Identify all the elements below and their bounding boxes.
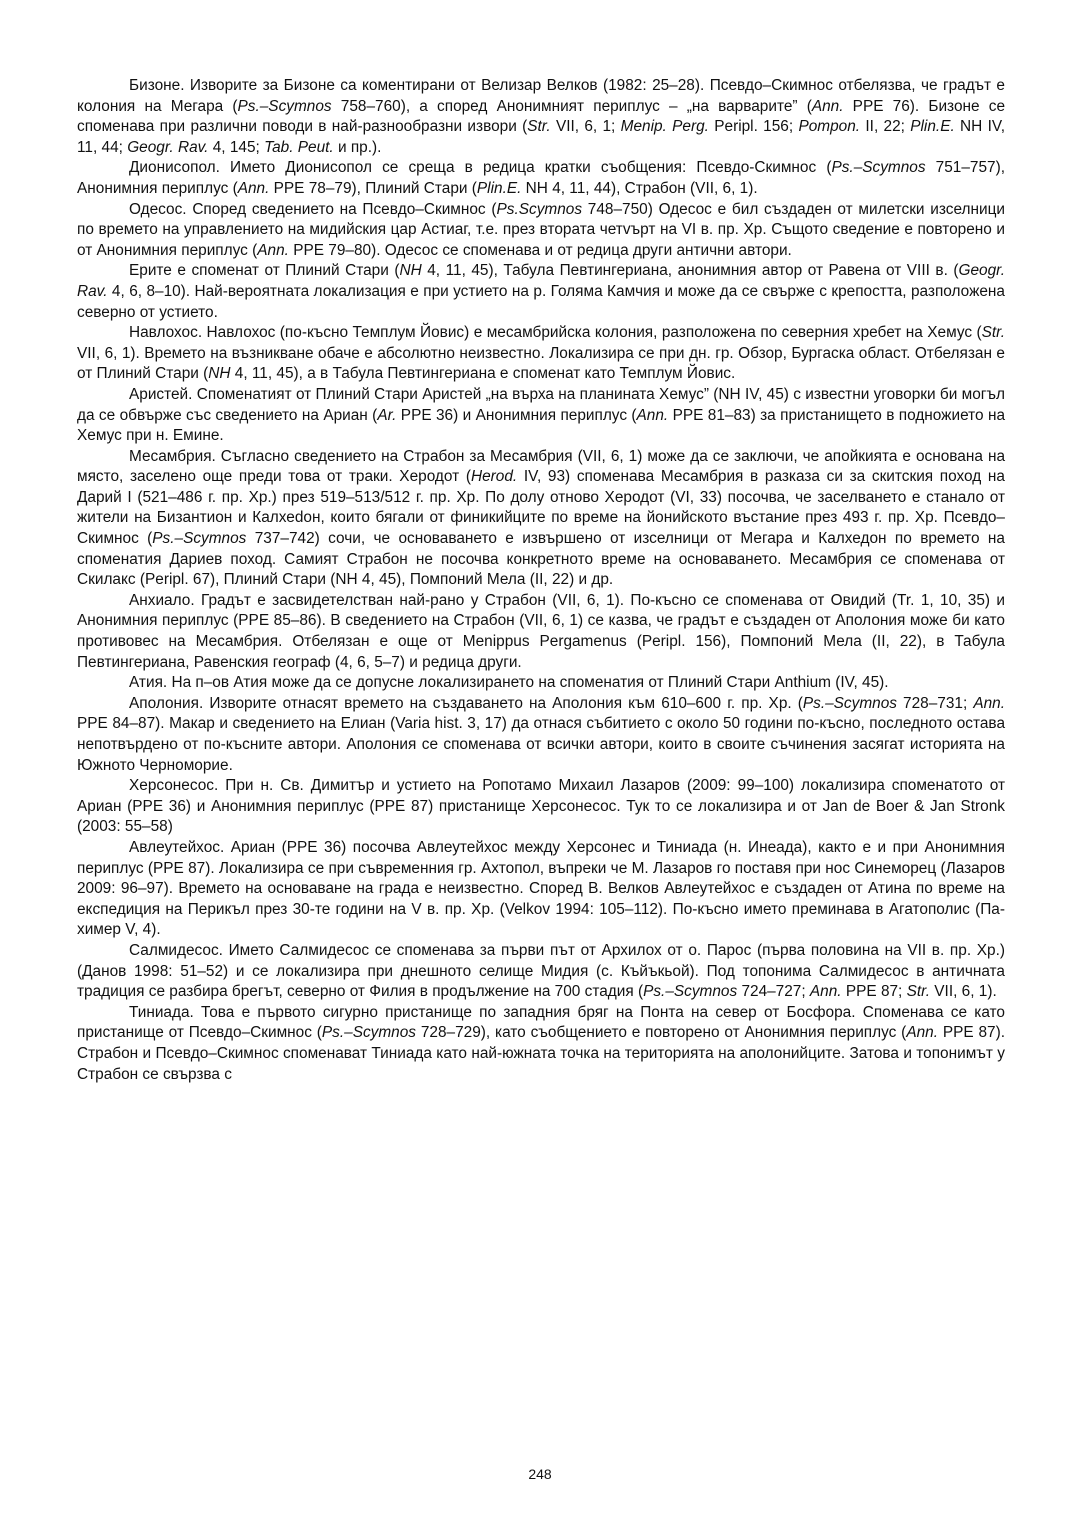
source-citation: Plin.E.	[476, 179, 522, 197]
paragraph-dionisopol	[77, 158, 1005, 199]
text-run: Салмидесос. Името Салмидесос се споменава за първи път от Архилох от о. Парос (първа половина на VII в. пр. Хр.) (Данов 1998: 51–52) и се локализира при днешното селище Мидия (с. Къйъкьой). Под топонима Салмидесос в античната традиция се разбира брегът, северно от Филия в продължение на 700 стадия (	[77, 941, 1005, 1001]
text-run: 728–729), като съобщението е повторено от Анонимния периплус (	[416, 1024, 907, 1042]
paragraph-avleuteyhos	[77, 838, 1005, 941]
text-run: VII, 6, 1;	[550, 118, 621, 136]
source-citation: Ps.–Scymnos	[831, 159, 926, 177]
source-citation: Ann.	[237, 179, 270, 197]
text-run: 4, 11, 45), Табула Певтингериана, анонимния автор от Равена от VIII в. (	[421, 262, 959, 280]
text-run: Аполония. Изворите отнасят времето на създаването на Аполония към 610–600 г. пр. Хр. (	[129, 694, 803, 712]
source-citation: Str.	[527, 118, 551, 136]
source-citation: NH	[399, 262, 422, 280]
source-citation: Ps.Scymnos	[496, 200, 583, 218]
text-run: Одесос. Според сведението на Псевдо–Скимнос (	[129, 200, 497, 218]
source-citation: NH	[208, 365, 231, 383]
text-run: 4, 145;	[208, 138, 265, 156]
text-run: 724–727;	[737, 983, 810, 1001]
source-citation: Ar.	[377, 406, 397, 424]
paragraph-hersonesos	[77, 776, 1005, 838]
text-run: Бизоне. Изворите за Бизоне са коментирани от Велизар Велков (1982: 25–28). Псевдо–Скимнос отбелязва, че градът е колония на Мегара (	[77, 77, 1005, 115]
text-run: PPE 36) и Анонимния периплус (	[396, 406, 637, 424]
paragraph-odesos	[77, 200, 1005, 262]
paragraph-mesambria	[77, 447, 1005, 591]
source-citation: Ann.	[906, 1024, 938, 1042]
text-run: VII, 6, 1). Времето на възникване обаче е абсолютно неизвестно. Локализира се при дн. гр. Обзор, Бургаска област. Отбелязан е от Плиний Стари (	[77, 344, 1005, 383]
paragraph-apolonia	[77, 694, 1005, 776]
text-run: 758–760), а според Анонимният периплус – „на варварите” (	[331, 97, 812, 115]
source-citation: Ps.–Scymnos	[802, 694, 897, 712]
text-run: Херсонесос. При н. Св. Димитър и устието на Ропотамо Михаил Лазаров (2009: 99–100) локализира споменатото от Ариан (PPE 36) и Анонимния периплус (PPE 87) пристанище Херсонесос. Тук то се локализира и от Jan de Boer & Jan Stronk (2003: 55–58)	[77, 777, 1005, 836]
source-citation: Herod.	[470, 468, 518, 486]
text-run: IV, 93) споменава Месамбрия в разказа си за скитския поход на Дарий I (521–486 г. пр. Хр.) през 519–513/512 г. пр. Хр. По долу отново Херодот (VI, 33) посочва, че заселването е станало от жители на Бизантион и Калхеdон, които бягали от финикийците по време на йонийското въстание през 493 г. пр. Хр. Псевдо–Скимнос (	[77, 468, 1005, 548]
source-citation: Geogr. Rav.	[127, 138, 209, 156]
paragraph-navlohos	[77, 323, 1005, 385]
text-run: 748–750) Одесос е бил създаден от милетски изселници по времето на управлението на мидийския цар Астиаг, т.е. през втората четvърт на VI в. пр. Хр. Същото сведение е повторено и от Анонимния периплус (	[77, 200, 1005, 259]
text-run: PPE 81–83) за пристанището в подножието на Хемус при н. Емине.	[77, 406, 1006, 445]
text-run: 4, 6, 8–10). Най-вероятната локализация е при устието на р. Голяма Камчия и може да се свърже с крепостта, разположена северно от устието.	[77, 282, 1005, 321]
paragraph-salmidesos	[77, 941, 1005, 1003]
source-citation: Menip. Perg.	[620, 118, 709, 136]
text-run: PPE 87;	[841, 983, 907, 1001]
text-run: 728–731;	[896, 694, 974, 712]
text-run: Ерите е споменат от Плиний Стари (	[129, 262, 400, 280]
source-citation: Ann.	[811, 97, 844, 115]
source-citation: Ps.–Scymnos	[643, 983, 738, 1001]
text-run: PPE 87). Страбон и Псевдо–Скимнос споменават Тиниада като най-южната точка на територията на аполонийците. Затова и топонимът у Страбон се свързва с	[77, 1024, 1005, 1083]
source-citation: Ann.	[809, 983, 842, 1001]
paragraph-bizone	[77, 76, 1005, 158]
page-number: 248	[528, 1466, 552, 1482]
source-citation: Plin.E.	[910, 118, 955, 136]
source-citation: Str.	[906, 983, 930, 1001]
text-run: PPE 79–80). Одесос се споменава и от редица други антични автори.	[288, 241, 792, 259]
text-run: PPE 78–79), Плиний Стари (	[269, 179, 477, 197]
text-run: Анхиало. Градът е засвидетелстван най-рано у Страбон (VII, 6, 1). По-късно се споменава от Овидий (Tr. 1, 10, 35) и Анонимния периплус (PPE 85–86). В сведението на Страбон (VII, 6, 1) се казва, че градът е създаден от Аполония може би като противовес на Месамбрия. Отбелязан е още от Menippus Pergamenus (Peripl. 156), Помпоний Мела (II, 22), в Табула Певтингериана, Равенския географ (4, 6, 5–7) и редица други.	[77, 591, 1005, 671]
text-run: Месамбрия. Съгласно сведението на Страбон за Месамбрия (VII, 6, 1) може да се заключи, че апойкията е основана на място, заселено още преди това от траки. Херодот (	[77, 447, 1005, 486]
source-citation: Geogr. Rav.	[77, 262, 1005, 300]
text-run: 4, 11, 45), а в Табула Певтингериана е споменат като Темплум Йовис.	[230, 365, 736, 383]
text-run: NH IV, 11, 44;	[77, 118, 1005, 156]
page-body	[77, 76, 1005, 1085]
paragraph-anhialo	[77, 591, 1005, 673]
text-run: Навлохос. Навлохос (по-късно Темплум Йовис) е месамбрийска колония, разположена по северния хребет на Хемус (	[129, 324, 982, 342]
text-run: PPE 76). Бизоне се споменава при различни поводи в най-разнообразни извори (	[77, 97, 1005, 136]
text-run: PPE 84–87). Макар и сведението на Елиан (Varia hist. 3, 17) да отнася събитието с около 50 години по-късно, последното остава непотвърдено от по-късните автори. Аполония се споменава от всички автори, които в своите съчинения засягат историята на Южното Черноморие.	[77, 715, 1005, 774]
source-citation: Ps.–Scymnos	[321, 1024, 416, 1042]
text-run: NH 4, 11, 44), Страбон (VII, 6, 1).	[521, 179, 758, 197]
paragraph-atia	[77, 673, 1005, 694]
text-run: 751–757), Анонимния периплус (	[77, 159, 1005, 197]
source-citation: Ann.	[973, 694, 1006, 712]
text-run: Аристей. Споменатият от Плиний Стари Аристей „на върха на планината Хемус” (NH IV, 45) с известни уговорки би могъл да се обвърже със сведението на Ариан (	[77, 385, 1005, 424]
text-run: и пр.).	[333, 138, 382, 156]
paragraph-erite	[77, 261, 1005, 323]
source-citation: Tab. Peut.	[264, 138, 334, 156]
paragraph-tiniada	[77, 1003, 1005, 1085]
source-citation: Str.	[981, 324, 1005, 342]
text-run: Тиниада. Това е първото сигурно пристанище по западния бряг на Понта на север от Босфора. Споменава се като пристанище от Псевдо–Скимнос (	[77, 1003, 1005, 1042]
source-citation: Pompon.	[798, 118, 861, 136]
source-citation: Ann.	[636, 406, 669, 424]
text-run: II, 22;	[860, 118, 911, 136]
text-run: Дионисопол. Името Дионисопол се среща в редица кратки съобщения: Псевдо-Скимнос (	[129, 159, 832, 177]
source-citation: Ps.–Scymnos	[237, 97, 332, 115]
source-citation: Ann.	[257, 241, 289, 259]
source-citation: Ps.–Scymnos	[152, 530, 247, 548]
text-run: Атия. На п–ов Атия може да се допусне локализирането на споменатия от Плиний Стари Anthium (IV, 45).	[129, 674, 889, 692]
text-run: VII, 6, 1).	[930, 983, 997, 1001]
paragraph-aristey	[77, 385, 1005, 447]
text-run: Авлеутейхос. Ариан (PPE 36) посочва Авлеутейхос между Херсонес и Тиниада (н. Инеада), както е и при Анонимния периплус (PPE 87). Локализира се при съвременния гр. Ахтопол, въпреки че М. Лазаров го поставя при нос Синеморец (Лазаров 2009: 96–97). Времето на основаване на града е неизвестно. Според В. Велков Авлеутейхос е създаден от Атина по време на експедиция на Перикъл през 30-те години на V в. пр. Хр. (Velkov 1994: 105–112). По-късно името преминава в Агатополис (Пахимер V, 4).	[77, 838, 1005, 939]
text-run: Peripl. 156;	[708, 118, 799, 136]
text-run: 737–742) сочи, че основаването е извършено от изселници от Мегара и Калхедон по времето на споменатия Дариев поход. Самият Страбон не посочва конкретното време на основаването. Месамбрия се споменава от Скилакс (Peripl. 67), Плиний Стари (NH 4, 45), Помпоний Мела (II, 22) и др.	[77, 530, 1005, 589]
